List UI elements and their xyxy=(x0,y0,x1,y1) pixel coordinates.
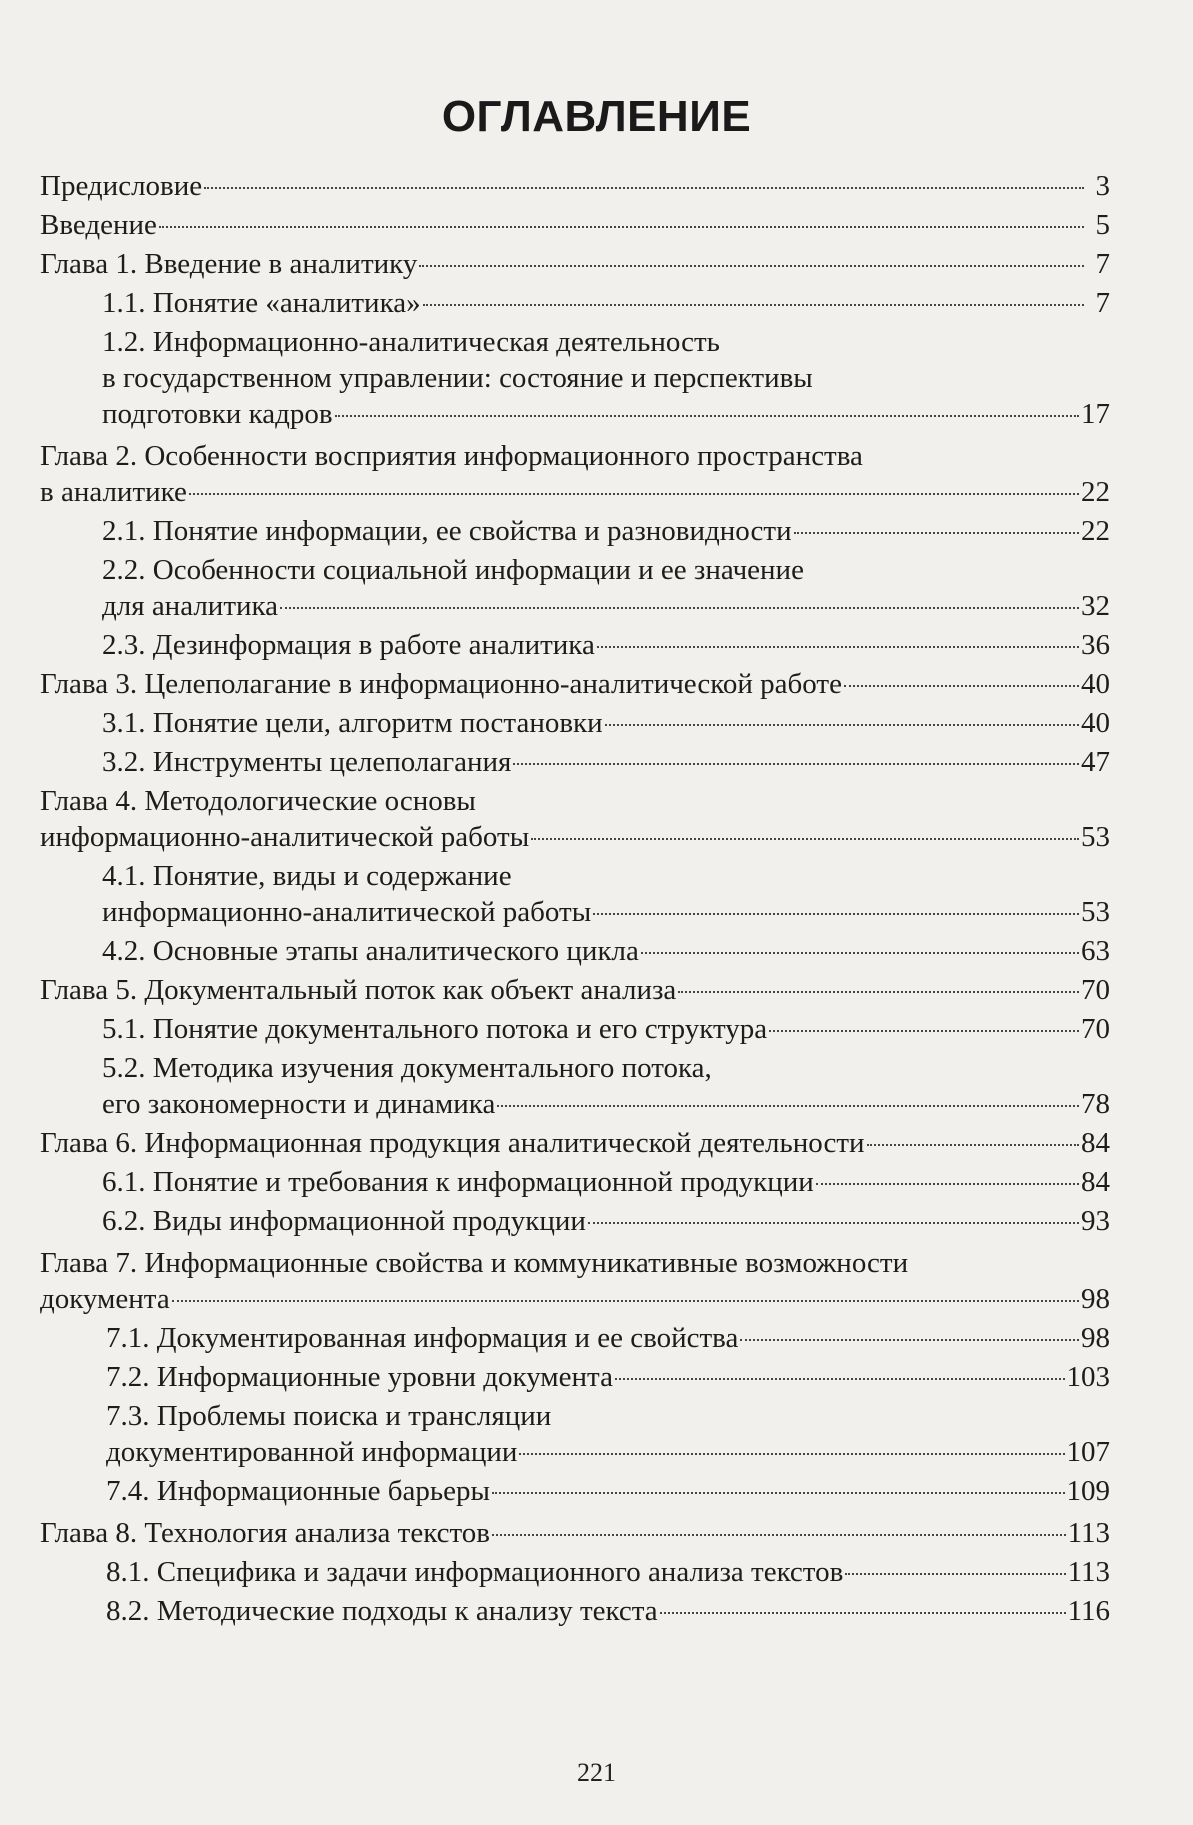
toc-entry-title: 7.4. Информационные барьеры xyxy=(106,1475,490,1507)
toc-page-number: 84 xyxy=(1081,1127,1110,1159)
toc-entry-section-6-1 xyxy=(40,1164,1110,1200)
toc-entry-title: 3.2. Инструменты целеполагания xyxy=(102,746,512,778)
toc-entry-title: Предисловие xyxy=(40,170,203,202)
leader-dots xyxy=(204,187,1084,189)
toc-entry-title-line: его закономерности и динамика xyxy=(102,1088,496,1120)
toc-entry-title-line: 1.2. Информационно-аналитическая деятельность xyxy=(102,326,720,358)
toc-page-number: 40 xyxy=(1081,668,1110,700)
leader-dots xyxy=(519,1453,1064,1455)
toc-entry-chapter-7 xyxy=(40,1245,1110,1317)
leader-dots xyxy=(419,265,1084,267)
toc-entry-title-line: 2.2. Особенности социальной информации и ее значение xyxy=(102,554,804,586)
toc-page-number: 17 xyxy=(1081,398,1110,430)
leader-dots xyxy=(641,952,1079,954)
toc-entry-section-2-2 xyxy=(40,552,1110,624)
leader-dots xyxy=(593,913,1079,915)
toc-page-number: 53 xyxy=(1081,896,1110,928)
toc-entry-title: 2.1. Понятие информации, ее свойства и разновидности xyxy=(102,515,792,547)
toc-entry-title: 8.1. Специфика и задачи информационного анализа текстов xyxy=(106,1556,844,1588)
leader-dots xyxy=(867,1144,1079,1146)
toc-page-number: 22 xyxy=(1081,515,1110,547)
leader-dots xyxy=(660,1612,1066,1614)
leader-dots xyxy=(531,838,1079,840)
toc-entry-section-8-1 xyxy=(40,1554,1110,1590)
leader-dots xyxy=(172,1300,1079,1302)
toc-entry-preface xyxy=(40,168,1110,204)
leader-dots xyxy=(423,304,1084,306)
toc-page-number: 98 xyxy=(1081,1283,1110,1315)
leader-dots xyxy=(816,1183,1079,1185)
toc-page-number: 63 xyxy=(1081,935,1110,967)
leader-dots xyxy=(159,226,1084,228)
toc-entry-title: 6.2. Виды информационной продукции xyxy=(102,1205,586,1237)
toc-entry-title-line: Глава 4. Методологические основы xyxy=(40,785,476,817)
toc-entry-section-2-1 xyxy=(40,513,1110,549)
toc-entry-title-line: 4.1. Понятие, виды и содержание xyxy=(102,860,512,892)
leader-dots xyxy=(189,493,1079,495)
toc-page-number: 22 xyxy=(1081,476,1110,508)
toc-page-number: 47 xyxy=(1081,746,1110,778)
toc-entry-title: 5.1. Понятие документального потока и его структура xyxy=(102,1013,768,1045)
leader-dots xyxy=(280,607,1079,609)
toc-entry-section-6-2 xyxy=(40,1203,1110,1239)
leader-dots xyxy=(492,1492,1065,1494)
toc-entry-section-7-1 xyxy=(40,1320,1110,1356)
toc-page-number: 98 xyxy=(1081,1322,1110,1354)
toc-entry-section-1-1 xyxy=(40,285,1110,321)
toc-entry-title-line: 7.3. Проблемы поиска и трансляции xyxy=(106,1400,552,1432)
toc-entry-title: 6.1. Понятие и требования к информационной продукции xyxy=(102,1166,814,1198)
toc-page-number: 32 xyxy=(1081,590,1110,622)
toc-page-number: 70 xyxy=(1081,974,1110,1006)
toc-entry-section-3-2 xyxy=(40,744,1110,780)
table-of-contents xyxy=(40,168,1110,1629)
toc-page-number: 53 xyxy=(1081,821,1110,853)
leader-dots xyxy=(740,1339,1079,1341)
page-number-footer: 221 xyxy=(577,1758,616,1787)
leader-dots xyxy=(794,532,1079,534)
toc-entry-title-line: информационно-аналитической работы xyxy=(102,896,592,928)
toc-entry-title: Глава 1. Введение в аналитику xyxy=(40,248,418,280)
leader-dots xyxy=(605,724,1079,726)
leader-dots xyxy=(844,685,1079,687)
toc-entry-section-8-2 xyxy=(40,1593,1110,1629)
toc-page-number: 103 xyxy=(1066,1361,1110,1393)
toc-page-number: 5 xyxy=(1095,209,1110,241)
toc-page-number: 78 xyxy=(1081,1088,1110,1120)
toc-entry-section-5-2 xyxy=(40,1050,1110,1122)
toc-page-number: 93 xyxy=(1081,1205,1110,1237)
toc-entry-chapter-8 xyxy=(40,1515,1110,1551)
toc-entry-title: Глава 6. Информационная продукция аналитической деятельности xyxy=(40,1127,865,1159)
toc-entry-title: Глава 3. Целеполагание в информационно-аналитической работе xyxy=(40,668,842,700)
toc-entry-title-line: в государственном управлении: состояние и перспективы xyxy=(102,362,813,394)
toc-entry-chapter-1 xyxy=(40,246,1110,282)
leader-dots xyxy=(845,1573,1065,1575)
toc-entry-title: 8.2. Методические подходы к анализу текста xyxy=(106,1595,658,1627)
toc-entry-section-3-1 xyxy=(40,705,1110,741)
leader-dots xyxy=(497,1105,1079,1107)
toc-entry-title: Глава 8. Технология анализа текстов xyxy=(40,1517,490,1549)
leader-dots xyxy=(588,1222,1079,1224)
leader-dots xyxy=(615,1378,1065,1380)
toc-page-number: 109 xyxy=(1066,1475,1110,1507)
toc-page-number: 113 xyxy=(1067,1556,1110,1588)
toc-entry-title: 4.2. Основные этапы аналитического цикла xyxy=(102,935,639,967)
toc-entry-chapter-2 xyxy=(40,438,1110,510)
toc-entry-introduction xyxy=(40,207,1110,243)
toc-entry-title-line: в аналитике xyxy=(40,476,187,508)
toc-entry-chapter-6 xyxy=(40,1125,1110,1161)
page-title: ОГЛАВЛЕНИЕ xyxy=(441,92,752,141)
leader-dots xyxy=(335,415,1079,417)
toc-entry-chapter-5 xyxy=(40,972,1110,1008)
leader-dots xyxy=(492,1534,1066,1536)
toc-entry-title-line: для аналитика xyxy=(102,590,279,622)
toc-entry-title: 2.3. Дезинформация в работе аналитика xyxy=(102,629,595,661)
toc-entry-title: 7.2. Информационные уровни документа xyxy=(106,1361,613,1393)
toc-entry-title-line: 5.2. Методика изучения документального потока, xyxy=(102,1052,712,1084)
toc-entry-section-2-3 xyxy=(40,627,1110,663)
leader-dots xyxy=(678,991,1079,993)
toc-entry-title: Глава 5. Документальный поток как объект анализа xyxy=(40,974,677,1006)
toc-page-number: 7 xyxy=(1095,287,1110,319)
toc-page-number: 113 xyxy=(1067,1517,1110,1549)
toc-entry-section-1-2 xyxy=(40,324,1110,432)
toc-entry-chapter-4 xyxy=(40,783,1110,855)
toc-entry-title-line: информационно-аналитической работы xyxy=(40,821,530,853)
toc-entry-title-line: Глава 2. Особенности восприятия информационного пространства xyxy=(40,440,863,472)
leader-dots xyxy=(513,763,1079,765)
toc-entry-section-5-1 xyxy=(40,1011,1110,1047)
toc-entry-section-7-2 xyxy=(40,1359,1110,1395)
toc-entry-title: 1.1. Понятие «аналитика» xyxy=(102,287,421,319)
toc-page-number: 3 xyxy=(1095,170,1110,202)
toc-entry-title: 3.1. Понятие цели, алгоритм постановки xyxy=(102,707,603,739)
toc-page-number: 36 xyxy=(1081,629,1110,661)
toc-page-number: 40 xyxy=(1081,707,1110,739)
toc-entry-section-4-1 xyxy=(40,858,1110,930)
toc-page-number: 7 xyxy=(1095,248,1110,280)
toc-entry-section-4-2 xyxy=(40,933,1110,969)
toc-page-number: 70 xyxy=(1081,1013,1110,1045)
toc-page-number: 107 xyxy=(1066,1436,1110,1468)
toc-entry-title-line: Глава 7. Информационные свойства и коммуникативные возможности xyxy=(40,1247,909,1279)
toc-entry-section-7-4 xyxy=(40,1473,1110,1509)
toc-entry-title: 7.1. Документированная информация и ее свойства xyxy=(106,1322,739,1354)
toc-entry-section-7-3 xyxy=(40,1398,1110,1470)
toc-entry-title-line: документированной информации xyxy=(106,1436,518,1468)
toc-entry-title-line: подготовки кадров xyxy=(102,398,333,430)
toc-page-number: 116 xyxy=(1067,1595,1110,1627)
leader-dots xyxy=(769,1030,1079,1032)
toc-entry-title: Введение xyxy=(40,209,157,241)
toc-entry-title-line: документа xyxy=(40,1283,170,1315)
leader-dots xyxy=(597,646,1079,648)
toc-entry-chapter-3 xyxy=(40,666,1110,702)
toc-page-number: 84 xyxy=(1081,1166,1110,1198)
